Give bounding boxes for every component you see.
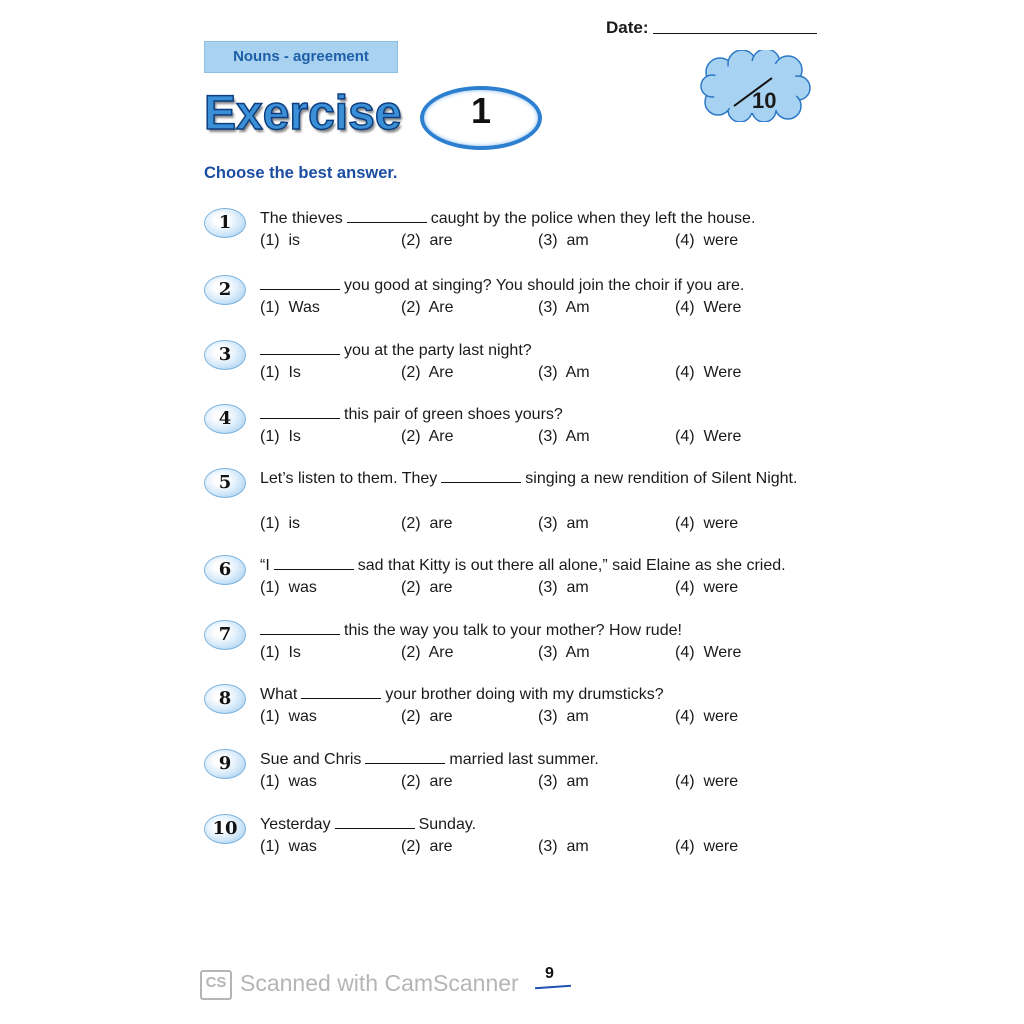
- answer-option[interactable]: (4) were: [675, 579, 739, 596]
- question-text: [260, 207, 817, 230]
- question-text: [260, 748, 817, 771]
- answer-option[interactable]: (1) Was: [260, 299, 320, 316]
- exercise-number: 1: [470, 90, 492, 131]
- answer-option[interactable]: (4) were: [675, 773, 739, 790]
- answer-option[interactable]: (4) were: [675, 232, 739, 249]
- question-text: [260, 467, 817, 490]
- answer-blank: [347, 210, 427, 223]
- question-text-after: this the way you talk to your mother? How rude!: [344, 622, 682, 639]
- question-text-after: singing a new rendition of Silent Night.: [525, 470, 798, 487]
- answer-option[interactable]: (4) Were: [675, 364, 742, 381]
- topic-label: Nouns - agreement: [204, 41, 398, 73]
- answer-option[interactable]: (1) Is: [260, 644, 301, 661]
- answer-blank: [365, 751, 445, 764]
- date-blank-line: [653, 33, 817, 34]
- answer-option[interactable]: (2) are: [401, 773, 453, 790]
- date-label: Date:: [606, 18, 649, 37]
- question-text-after: your brother doing with my drumsticks?: [385, 686, 664, 703]
- answer-option[interactable]: (2) are: [401, 515, 453, 532]
- exercise-title: Exercise: [204, 87, 402, 140]
- question-text: [260, 403, 817, 426]
- answer-blank: [260, 406, 340, 419]
- answer-option[interactable]: (4) were: [675, 838, 739, 855]
- answer-option[interactable]: (1) was: [260, 708, 317, 725]
- question-text-before: Sue and Chris: [260, 751, 362, 768]
- answer-option[interactable]: (1) was: [260, 838, 317, 855]
- answer-option[interactable]: (2) are: [401, 232, 453, 249]
- answer-option[interactable]: (3) Am: [538, 644, 590, 661]
- question-text-after: married last summer.: [449, 751, 599, 768]
- answer-option[interactable]: (1) was: [260, 579, 317, 596]
- question-text: [260, 274, 817, 297]
- answer-option[interactable]: (3) am: [538, 232, 589, 249]
- answer-option[interactable]: (1) is: [260, 232, 300, 249]
- page-number-underline: [535, 985, 571, 990]
- question-text-after: Sunday.: [418, 816, 477, 833]
- question-text: [260, 683, 817, 706]
- question-text-before: The thieves: [260, 210, 343, 227]
- answer-option[interactable]: (2) are: [401, 579, 453, 596]
- answer-option[interactable]: (2) Are: [401, 364, 454, 381]
- answer-option[interactable]: (3) am: [538, 579, 589, 596]
- instruction: Choose the best answer.: [204, 164, 398, 182]
- answer-option[interactable]: (1) is: [260, 515, 300, 532]
- question-text-after: caught by the police when they left the house.: [430, 210, 756, 227]
- question-number-badge: 10: [204, 814, 246, 844]
- answer-option[interactable]: (4) Were: [675, 428, 742, 445]
- question-text-after: you good at singing? You should join the choir if you are.: [344, 277, 745, 294]
- answer-blank: [260, 622, 340, 635]
- answer-option[interactable]: (1) Is: [260, 428, 301, 445]
- answer-option[interactable]: (1) Is: [260, 364, 301, 381]
- question-text: [260, 339, 817, 362]
- answer-option[interactable]: (4) were: [675, 515, 739, 532]
- answer-option[interactable]: (1) was: [260, 773, 317, 790]
- page-number: 9: [545, 965, 554, 982]
- answer-option[interactable]: (4) were: [675, 708, 739, 725]
- question-text-before: Let’s listen to them. They: [260, 470, 438, 487]
- question-number-badge: 3: [204, 340, 246, 370]
- answer-blank: [441, 470, 521, 483]
- answer-blank: [301, 686, 381, 699]
- answer-blank: [260, 277, 340, 290]
- question-number-badge: 7: [204, 620, 246, 650]
- camscanner-watermark: Scanned with CamScanner: [240, 970, 519, 996]
- answer-option[interactable]: (3) Am: [538, 428, 590, 445]
- question-number-badge: 2: [204, 275, 246, 305]
- question-text: [260, 554, 817, 577]
- answer-option[interactable]: (2) are: [401, 838, 453, 855]
- answer-option[interactable]: (2) Are: [401, 428, 454, 445]
- question-number-badge: 6: [204, 555, 246, 585]
- answer-option[interactable]: (3) am: [538, 708, 589, 725]
- question-number-badge: 4: [204, 404, 246, 434]
- question-number-badge: 9: [204, 749, 246, 779]
- answer-option[interactable]: (3) am: [538, 773, 589, 790]
- question-text: [260, 619, 817, 642]
- answer-option[interactable]: (2) Are: [401, 299, 454, 316]
- question-text-after: this pair of green shoes yours?: [344, 406, 563, 423]
- answer-blank: [260, 342, 340, 355]
- question-number-badge: 1: [204, 208, 246, 238]
- answer-option[interactable]: (4) Were: [675, 644, 742, 661]
- answer-blank: [274, 557, 354, 570]
- question-text-after: you at the party last night?: [344, 342, 532, 359]
- answer-blank: [335, 816, 415, 829]
- question-text: [260, 813, 817, 836]
- question-text-before: “I: [260, 557, 270, 574]
- question-text-after: sad that Kitty is out there all alone,” said Elaine as she cried.: [357, 557, 786, 574]
- answer-option[interactable]: (3) Am: [538, 299, 590, 316]
- answer-option[interactable]: (4) Were: [675, 299, 742, 316]
- score-total: 10: [752, 88, 777, 113]
- question-text-before: What: [260, 686, 298, 703]
- answer-option[interactable]: (3) Am: [538, 364, 590, 381]
- answer-option[interactable]: (2) Are: [401, 644, 454, 661]
- answer-option[interactable]: (2) are: [401, 708, 453, 725]
- question-text-before: Yesterday: [260, 816, 331, 833]
- answer-option[interactable]: (3) am: [538, 515, 589, 532]
- answer-option[interactable]: (3) am: [538, 838, 589, 855]
- question-number-badge: 8: [204, 684, 246, 714]
- camscanner-logo-icon: CS: [200, 970, 232, 1000]
- question-number-badge: 5: [204, 468, 246, 498]
